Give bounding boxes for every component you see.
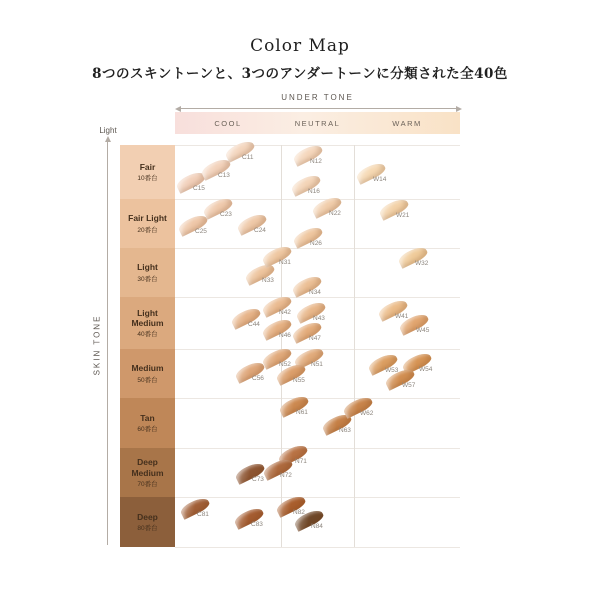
row-gridline xyxy=(175,497,460,498)
undertone-axis-left-arrow-icon xyxy=(175,106,181,112)
swatch-label-W54: W54 xyxy=(419,366,433,373)
swatch-label-W32: W32 xyxy=(415,260,429,267)
tone-block-medium xyxy=(120,349,175,398)
tone-name: Tan xyxy=(140,412,155,423)
tone-range: 60番台 xyxy=(137,426,158,434)
undertone-axis-line xyxy=(180,108,456,109)
tone-name: Deep Medium xyxy=(131,457,164,478)
tone-name: Light Medium xyxy=(131,307,164,328)
swatch-label-N43: N43 xyxy=(313,315,325,322)
swatch-label-C25: C25 xyxy=(195,228,207,235)
swatch-label-N26: N26 xyxy=(310,240,322,247)
swatch-label-C81: C81 xyxy=(197,511,209,518)
swatch-label-N72: N72 xyxy=(280,472,292,479)
swatch-label-N61: N61 xyxy=(296,409,308,416)
tone-range: 10番台 xyxy=(137,175,158,183)
swatch-label-N22: N22 xyxy=(329,210,341,217)
tone-block-fair xyxy=(120,145,175,199)
row-gridline xyxy=(175,398,460,399)
skin-tone-axis-up-arrow-icon xyxy=(105,136,111,142)
skin-tone-light-end-label: Light xyxy=(99,126,117,135)
row-gridline xyxy=(175,547,460,548)
swatch-label-N47: N47 xyxy=(309,335,321,342)
swatch-label-N46: N46 xyxy=(279,332,291,339)
undertone-axis-right-arrow-icon xyxy=(456,106,462,112)
swatch-label-W14: W14 xyxy=(373,176,387,183)
swatch-label-W53: W53 xyxy=(385,367,399,374)
tone-block-light xyxy=(120,248,175,297)
swatch-label-N34: N34 xyxy=(309,289,321,296)
swatch-label-C23: C23 xyxy=(220,211,232,218)
swatch-label-N16: N16 xyxy=(308,188,320,195)
swatch-label-W62: W62 xyxy=(360,410,374,417)
tone-block-deep xyxy=(120,497,175,547)
swatch-label-N82: N82 xyxy=(293,509,305,516)
row-gridline xyxy=(175,297,460,298)
swatch-label-N71: N71 xyxy=(295,458,307,465)
row-gridline xyxy=(175,448,460,449)
swatch-label-N12: N12 xyxy=(310,158,322,165)
column-divider xyxy=(281,145,282,547)
swatch-label-W21: W21 xyxy=(396,212,410,219)
swatch-label-N52: N52 xyxy=(279,361,291,368)
column-header-warm: WARM xyxy=(392,119,422,128)
page-subtitle: 8つのスキントーンと、3つのアンダートーンに分類された全40色 xyxy=(92,66,508,82)
swatch-label-C13: C13 xyxy=(218,172,230,179)
swatch-label-W57: W57 xyxy=(402,382,416,389)
tone-range: 40番台 xyxy=(137,331,158,339)
tone-range: 30番台 xyxy=(137,275,158,283)
swatch-label-N84: N84 xyxy=(311,523,323,530)
tone-name: Fair Light xyxy=(128,213,167,224)
tone-name: Light xyxy=(137,262,158,273)
tone-block-fair-light xyxy=(120,199,175,248)
tone-name: Fair xyxy=(139,161,156,172)
tone-block-tan xyxy=(120,398,175,448)
swatch-label-C83: C83 xyxy=(251,521,263,528)
swatch-label-N55: N55 xyxy=(293,377,305,384)
tone-block-light-medium xyxy=(120,297,175,349)
tone-name: Medium xyxy=(131,363,164,374)
column-header-cool: COOL xyxy=(214,119,242,128)
swatch-label-N33: N33 xyxy=(262,277,274,284)
swatch-label-N51: N51 xyxy=(311,361,323,368)
swatch-label-N63: N63 xyxy=(339,427,351,434)
undertone-axis-label: UNDER TONE xyxy=(281,93,354,102)
tone-range: 70番台 xyxy=(137,480,158,488)
column-header-neutral: NEUTRAL xyxy=(294,119,341,128)
swatch-label-C24: C24 xyxy=(254,227,266,234)
tone-range: 20番台 xyxy=(137,226,158,234)
tone-range: 80番台 xyxy=(137,525,158,533)
swatch-label-C73: C73 xyxy=(252,476,264,483)
page-title: Color Map xyxy=(250,36,350,56)
swatch-label-W45: W45 xyxy=(416,327,430,334)
tone-block-deep-medium xyxy=(120,448,175,497)
swatch-label-N42: N42 xyxy=(279,309,291,316)
swatch-label-C56: C56 xyxy=(252,375,264,382)
swatch-label-W41: W41 xyxy=(395,313,409,320)
swatch-label-C11: C11 xyxy=(242,154,254,161)
skin-tone-axis-line xyxy=(107,142,108,545)
tone-name: Deep xyxy=(137,511,158,522)
column-divider xyxy=(354,145,355,547)
tone-range: 50番台 xyxy=(137,376,158,384)
swatch-label-C15: C15 xyxy=(193,185,205,192)
swatch-label-C44: C44 xyxy=(248,321,260,328)
swatch-label-N31: N31 xyxy=(279,259,291,266)
skin-tone-axis-label: SKIN TONE xyxy=(92,314,102,376)
